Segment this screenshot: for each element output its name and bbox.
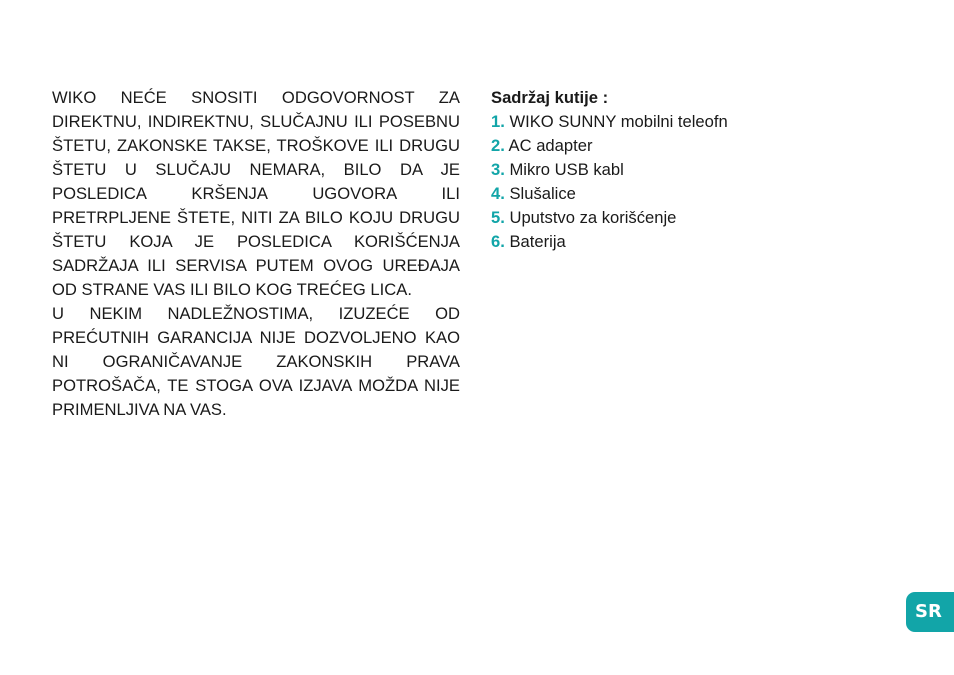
list-item-text: AC adapter (508, 136, 593, 155)
list-item-number: 6. (491, 232, 505, 251)
list-item (491, 158, 891, 182)
list-item-number: 5. (491, 208, 505, 227)
list-item-text: Slušalice (509, 184, 576, 203)
list-item (491, 182, 891, 206)
disclaimer-column (52, 86, 460, 422)
box-contents-heading: Sadržaj kutije : (491, 88, 609, 107)
language-badge: SR (906, 592, 954, 632)
list-item-text: Baterija (509, 232, 566, 251)
list-item (491, 134, 891, 158)
list-item-number: 1. (491, 112, 505, 131)
list-item (491, 230, 891, 254)
disclaimer-paragraph-liability: WIKO NEĆE SNOSITI ODGOVORNOST ZA DIREKTNU, INDIREKTNU, SLUČAJNU ILI POSEBNU ŠTETU, ZAKONSKE TAKSE, TROŠKOVE ILI DRUGU ŠTETU U SLUČAJU NEMARA, BILO DA JE POSLEDICA KRŠENJA UGOVORA ILI PRETRPLJENE ŠTETE, NITI ZA BILO KOJU DRUGU ŠTETU KOJA JE POSLEDICA KORIŠĆENJA SADRŽAJA ILI SERVISA PUTEM OVOG UREĐAJA OD STRANE VAS ILI BILO KOG TREĆEG LICA. (52, 88, 460, 299)
disclaimer-paragraph-jurisdiction: U NEKIM NADLEŽNOSTIMA, IZUZEĆE OD PREĆUTNIH GARANCIJA NIJE DOZVOLJENO KAO NI OGRANIČAVANJE ZAKONSKIH PRAVA POTROŠAČA, TE STOGA OVA IZJAVA MOŽDA NIJE PRIMENLJIVA NA VAS. (52, 304, 460, 419)
list-item-number: 2. (491, 136, 505, 155)
list-item-text: WIKO SUNNY mobilni teleofn (509, 112, 728, 131)
list-item-text: Uputstvo za korišćenje (509, 208, 677, 227)
list-item-number: 4. (491, 184, 505, 203)
box-contents-list (491, 110, 891, 254)
list-item (491, 110, 891, 134)
box-contents-section (491, 86, 891, 254)
list-item-number: 3. (491, 160, 505, 179)
list-item (491, 206, 891, 230)
list-item-text: Mikro USB kabl (509, 160, 624, 179)
